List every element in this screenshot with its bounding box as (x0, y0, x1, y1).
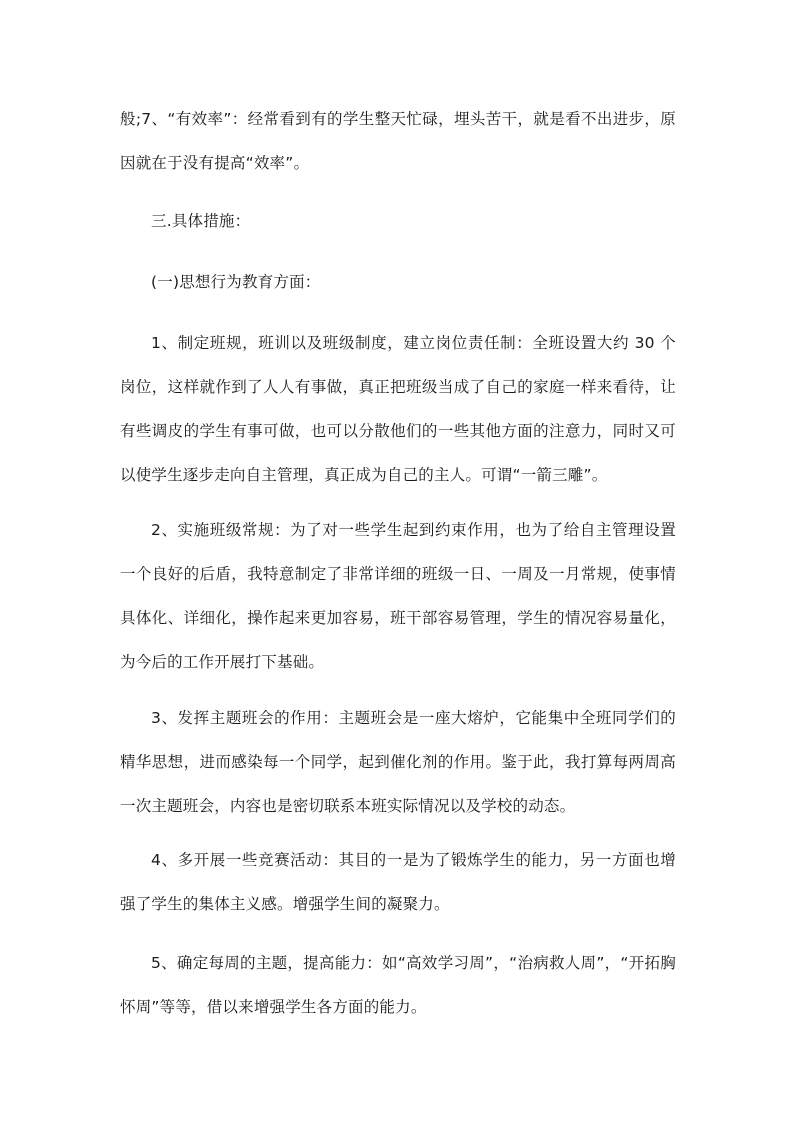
subheading-moral-education: (一)思想行为教育方面： (151, 273, 321, 291)
paragraph-item-2: 2、实施班级常规：为了对一些学生起到约束作用，也为了给自主管理设置一个良好的后盾，我特意制定了非常详细的班级一日、一周及一月常规，使事情具体化、详细化，操作起来更加容易，班干部容易管理，学生的情况容易量化，为今后的工作开展打下基础。 (120, 521, 676, 671)
paragraph-item-4: 4、多开展一些竞赛活动：其目的一是为了锻炼学生的能力，另一方面也增强了学生的集体主义感。增强学生间的凝聚力。 (120, 851, 676, 913)
paragraph-efficiency-point: 般;7、“有效率”：经常看到有的学生整天忙碌，埋头苦干，就是看不出进步，原因就在于没有提高“效率”。 (120, 110, 676, 172)
paragraph-item-1: 1、制定班规，班训以及班级制度，建立岗位责任制：全班设置大约 30 个岗位，这样就作到了人人有事做，真正把班级当成了自己的家庭一样来看待，让有些调皮的学生有事可做，也可以分散他们的一些其他方面的注意力，同时又可以使学生逐步走向自主管理，真正成为自己的主人。可谓“一箭三雕”。 (120, 334, 676, 484)
paragraph-item-5: 5、确定每周的主题，提高能力：如“高效学习周”，“治病救人周”，“开拓胸怀周”等等，借以来增强学生各方面的能力。 (120, 954, 676, 1016)
heading-specific-measures: 三.具体措施： (151, 212, 251, 230)
paragraph-item-3: 3、发挥主题班会的作用：主题班会是一座大熔炉，它能集中全班同学们的精华思想，进而感染每一个同学，起到催化剂的作用。鉴于此，我打算每两周高一次主题班会，内容也是密切联系本班实际情况以及学校的动态。 (120, 709, 676, 815)
